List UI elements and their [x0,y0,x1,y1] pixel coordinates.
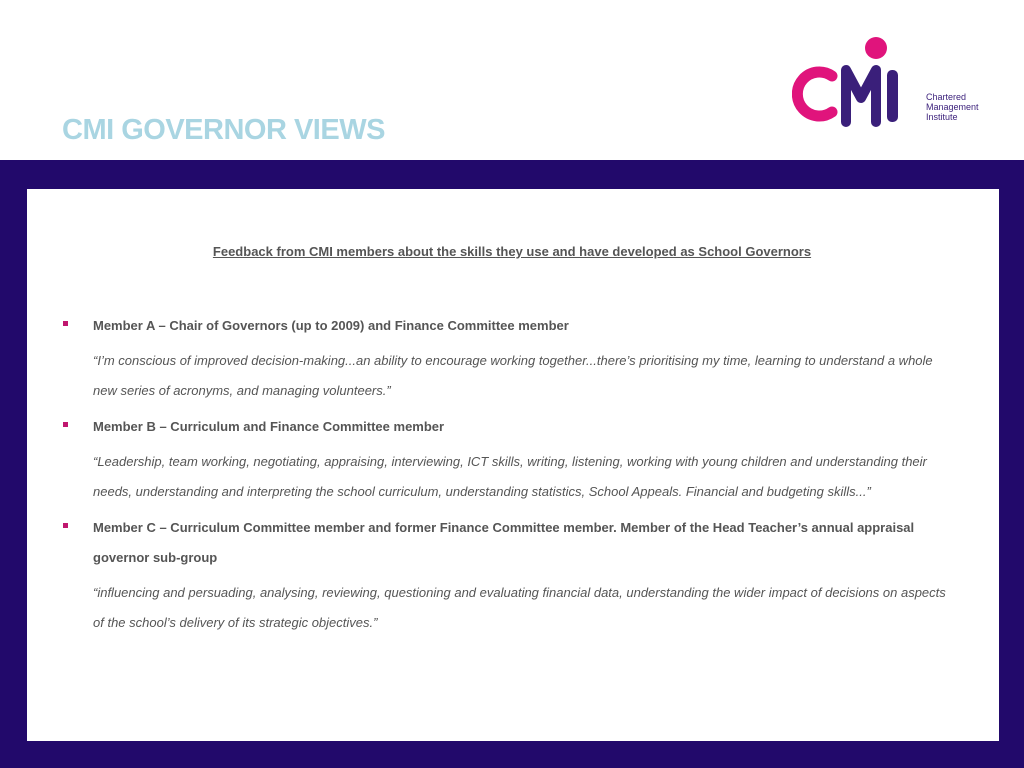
panel-subtitle: Feedback from CMI members about the skills they use and have developed as School Governors [212,244,812,259]
bullet-icon [63,422,68,427]
member-item [27,513,999,638]
logo-letter-m [846,70,876,122]
member-quote: “Leadership, team working, negotiating, appraising, interviewing, ICT skills, writing, listening, working with young children and understanding their needs, understanding and interpreting the school curriculum, understanding statistics, School Appeals. Financial and budgeting skills...” [93,454,927,499]
logo-letter-i [887,70,898,122]
logo-line-chartered: Chartered [926,92,967,102]
content-panel [27,189,999,741]
member-list [27,311,999,644]
member-item [27,412,999,507]
member-item [27,311,999,406]
logo-dot [865,37,887,59]
member-quote: “I’m conscious of improved decision-making...an ability to encourage working together...there’s prioritising my time, learning to understand a whole new series of acronyms, and managing volunteers.” [93,353,933,398]
logo-line-management: Management [926,102,979,112]
member-quote: “influencing and persuading, analysing, reviewing, questioning and evaluating financial data, understanding the wider impact of decisions on aspects of the school’s delivery of its strategic objectives.” [93,585,946,630]
logo-letter-c [797,72,832,116]
logo-wordmark [926,92,979,122]
cmi-logo [792,36,992,128]
member-heading: Member C – Curriculum Committee member and former Finance Committee member. Member of the Head Teacher’s annual appraisal governor sub-group [93,520,915,565]
member-heading: Member B – Curriculum and Finance Committee member [93,419,445,434]
cmi-logo-mark [792,36,924,128]
slide-header [0,0,1024,160]
member-heading: Member A – Chair of Governors (up to 2009) and Finance Committee member [93,318,569,333]
page-title: CMI GOVERNOR VIEWS [62,114,385,146]
bullet-icon [63,321,68,326]
bullet-icon [63,523,68,528]
logo-line-institute: Institute [926,112,958,122]
